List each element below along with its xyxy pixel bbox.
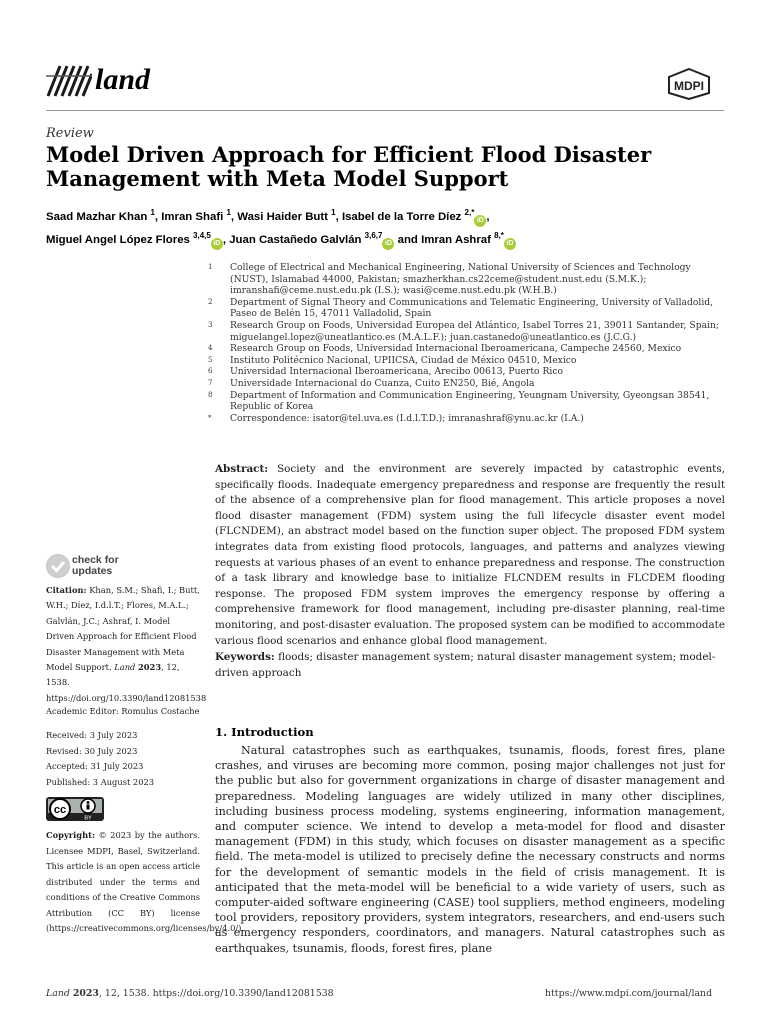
citation-rest[interactable]: , 12, 1538. https://doi.org/10.3390/land12081538 bbox=[46, 662, 207, 703]
author-name: Saad Mazhar Khan bbox=[46, 210, 148, 223]
author-affiliation-marker: 2,* bbox=[464, 208, 475, 217]
check-for-updates-line1: check for bbox=[72, 554, 119, 566]
date-accepted: Accepted: 31 July 2023 bbox=[46, 761, 144, 772]
article-type: Review bbox=[46, 126, 94, 141]
affiliation-item bbox=[208, 262, 728, 297]
author-affiliation-marker: 3,4,5 bbox=[193, 230, 211, 240]
publication-dates bbox=[46, 728, 154, 790]
affiliation-text: Universidad Internacional Iberoamericana, Arecibo 00613, Puerto Rico bbox=[230, 366, 564, 378]
date-received: Received: 3 July 2023 bbox=[46, 730, 138, 740]
author-list: Saad Mazhar Khan $^1$, Imran Shafi $^1$, Wasi Haider Butt $^1$, Isabel de la Torre Díez $^{2,*}$iD , Miguel Angel López Flores $^{3,4,5}$iD , Juan Castañedo Galvlán $^{3,6,7}$iD and Imran Ashraf $^{8,*}$iD bbox=[46, 204, 736, 250]
affiliation-number: 1 bbox=[208, 263, 213, 271]
citation-journal: Land bbox=[114, 662, 136, 673]
orcid-icon[interactable]: iD bbox=[504, 238, 516, 250]
mdpi-logo-icon bbox=[666, 68, 712, 100]
affiliation-item bbox=[208, 378, 728, 390]
author-name: Wasi Haider Butt bbox=[237, 210, 328, 223]
affiliation-text: Department of Information and Communication Engineering, Yeungnam University, Gyeongsan 38541, Republic of Korea bbox=[230, 389, 710, 413]
affiliation-number: * bbox=[208, 413, 212, 422]
author-affiliation-marker: 1 bbox=[150, 208, 155, 217]
author-connector: and bbox=[397, 233, 418, 246]
author-affiliation-marker: 8,* bbox=[494, 230, 504, 240]
introduction-text: Natural catastrophes such as earthquakes, tsunamis, floods, forest fires, plane crashes, and viruses are becoming more common, posing major challenges not just for the public but also for government organizations in charge of disaster management and preparedness. Modeling languages are widely utilized in many other disciplines, including business process modeling, systems engineering, information management, and computer science. We intend to develop a meta-model for flood and disaster management (FDM) in this study, which focuses on disaster management as a specific field. The meta-model is utilized to precisely define the necessary constructs and norms for the development of semantic models in the field of crisis management. It is anticipated that the meta-model will be beneficial to a wide variety of users, such as computer-aided software engineering (CASE) tool suppliers, method engineers, modeling tool providers, repository providers, system integrators, researchers, and end-users such as emergency responders, coordinators, and managers. Natural catastrophes such as earthquakes, tsunamis, floods, forest fires, plane bbox=[215, 744, 725, 955]
abstract-label: Abstract: bbox=[215, 463, 269, 475]
abstract-text: Society and the environment are severely impacted by catastrophic events, specifically floods. Inadequate emergency preparedness and response are frequently the result of the absence of a comprehensive plan for flood management. This article proposes a novel flood disaster management (FDM) system using the full lifecycle disaster event model (FLCNDEM), an abstract model based on the function super object. The proposed FDM system integrates data from existing flood protocols, languages, and patterns and analyzes viewing requests at various phases of an event to enhance preparedness and response. The construction of a task library and knowledge base to initialize FLCNDEM results in FLCDEM flooding response. The proposed FDM system improves the emergency response by offering a comprehensive framework for flood management, including pre-disaster planning, real-time monitoring, and post-disaster evaluation. The proposed system can be modified to accommodate various flood scenarios and enhance global flood management. bbox=[215, 463, 725, 647]
section-heading: 1. Introduction bbox=[215, 725, 314, 739]
abstract bbox=[215, 462, 725, 649]
author-affiliation-marker: 1 bbox=[226, 208, 231, 217]
affiliation-text: Department of Signal Theory and Communications and Telematic Engineering, University of Valladolid, Paseo de Belén 15, 47011 Valladolid, Spain bbox=[230, 296, 714, 320]
author-name: Imran Shafi bbox=[161, 210, 224, 223]
affiliation-item bbox=[208, 366, 728, 378]
keywords bbox=[215, 650, 725, 681]
article-title: Model Driven Approach for Efficient Flood Disaster Management with Meta Model Support bbox=[46, 142, 652, 191]
affiliation-text: Research Group on Foods, Universidad Europea del Atlántico, Isabel Torres 21, 39011 Santander, Spain; miguelangel.lopez@uneatlantico.es (M.A.L.F.); juan.castanedo@uneatlantico.es (J.C.G.) bbox=[230, 319, 719, 343]
check-for-updates-icon bbox=[46, 554, 70, 578]
affiliation-number: 5 bbox=[208, 355, 213, 364]
check-for-updates-button[interactable] bbox=[46, 554, 206, 580]
footer-journal: Land bbox=[46, 988, 70, 999]
affiliation-number: 4 bbox=[208, 344, 213, 353]
header-rule bbox=[46, 110, 724, 111]
citation-text: Khan, S.M.; Shafi, I.; Butt, W.H.; Díez, I.d.l.T.; Flores, M.A.L.; Galvlán, J.C.; Ashraf, I. Model Driven Approach for Efficient Flood Disaster Management with Meta Model Support. bbox=[46, 585, 200, 673]
date-revised: Revised: 30 July 2023 bbox=[46, 745, 138, 756]
orcid-icon[interactable]: iD bbox=[211, 238, 223, 250]
copyright-label: Copyright: bbox=[46, 830, 96, 840]
footer-citation bbox=[46, 988, 334, 999]
cc-by-license-icon[interactable] bbox=[46, 797, 104, 821]
affiliation-text: Instituto Politécnico Nacional, UPIICSA, Ciudad de México 04510, Mexico bbox=[230, 354, 577, 366]
affiliation-item bbox=[208, 320, 728, 343]
affiliation-number: 7 bbox=[208, 378, 213, 387]
orcid-icon[interactable]: iD bbox=[382, 238, 394, 250]
citation-year: 2023 bbox=[138, 662, 162, 673]
author-affiliation-marker: 1 bbox=[331, 208, 336, 217]
affiliation-text: Universidade Internacional do Cuanza, Cuito EN250, Bié, Angola bbox=[230, 377, 535, 389]
affiliation-text: Correspondence: isator@tel.uva.es (I.d.l.T.D.); imranashraf@ynu.ac.kr (I.A.) bbox=[230, 412, 584, 424]
copyright bbox=[46, 828, 245, 937]
author-name: Juan Castañedo Galvlán bbox=[229, 233, 362, 246]
keywords-label: Keywords: bbox=[215, 651, 275, 663]
affiliation-text: Research Group on Foods, Universidad Internacional Iberoamericana, Campeche 24560, Mexico bbox=[230, 343, 682, 355]
footer-year: 2023 bbox=[72, 988, 99, 999]
affiliation-number: 8 bbox=[208, 390, 213, 399]
journal-logo-icon bbox=[46, 62, 92, 98]
orcid-icon[interactable]: iD bbox=[474, 215, 486, 227]
by-icon-text: BY bbox=[84, 815, 92, 821]
affiliation-number: 6 bbox=[208, 367, 213, 376]
affiliation-number: 3 bbox=[208, 320, 213, 329]
date-published: Published: 3 August 2023 bbox=[46, 776, 155, 787]
author-name: Imran Ashraf bbox=[421, 233, 491, 246]
academic-editor: Academic Editor: Romulus Costache bbox=[46, 706, 200, 716]
citation-label: Citation: bbox=[46, 585, 87, 595]
keywords-text: floods; disaster management system; natural disaster management system; model-driven approach bbox=[215, 651, 716, 679]
affiliation-item bbox=[208, 390, 728, 413]
affiliation-item bbox=[208, 413, 728, 425]
footer-journal-url[interactable]: https://www.mdpi.com/journal/land bbox=[545, 988, 713, 999]
cc-icon-text: cc bbox=[53, 804, 67, 816]
author-name: Isabel de la Torre Díez bbox=[341, 210, 462, 223]
affiliations bbox=[208, 262, 728, 424]
check-for-updates-line2: updates bbox=[72, 565, 113, 577]
affiliation-text: College of Electrical and Mechanical Engineering, National University of Sciences and Technology (NUST), Islamabad 44000, Pakistan; smazherkhan.cs22ceme@student.nust.edu (S.M.K.); imranshafi@ceme.nust.edu.pk (I.S.); wasi@ceme.nust.edu.pk (W.H.B.) bbox=[230, 262, 691, 297]
affiliation-number: 2 bbox=[208, 297, 213, 306]
copyright-text: © 2023 by the authors. Licensee MDPI, Basel, Switzerland. This article is an open access article distributed under the terms and conditions of the Creative Commons Attribution (CC BY) license (https://creativecommons.org/licenses/by/4.0/). bbox=[46, 830, 245, 933]
author-affiliation-marker: 3,6,7 bbox=[364, 230, 383, 240]
citation bbox=[46, 583, 207, 706]
journal-name: land bbox=[95, 63, 151, 96]
affiliation-item bbox=[208, 343, 728, 355]
affiliation-item bbox=[208, 355, 728, 367]
affiliation-item bbox=[208, 297, 728, 320]
publisher-name: MDPI bbox=[674, 79, 704, 93]
footer-rest[interactable]: , 12, 1538. https://doi.org/10.3390/land12081538 bbox=[98, 988, 334, 999]
author-name: Miguel Angel López Flores bbox=[46, 233, 190, 246]
